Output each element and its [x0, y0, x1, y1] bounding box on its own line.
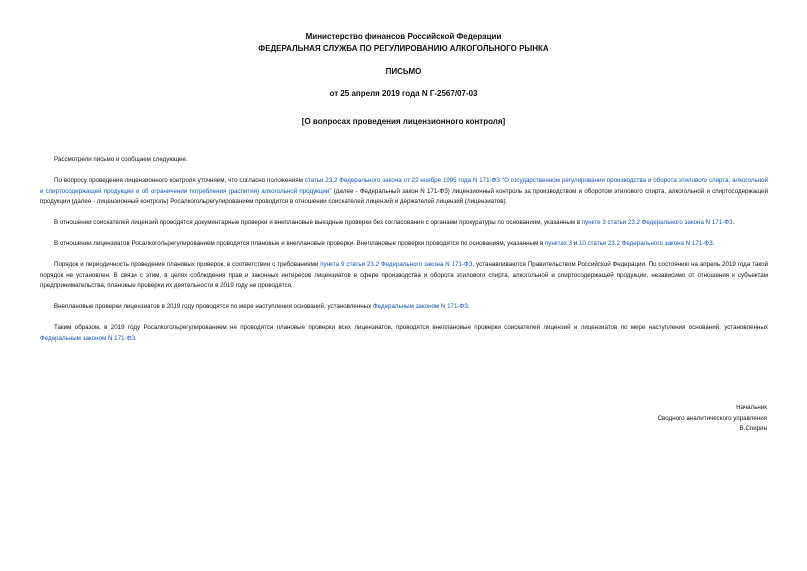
paragraph-planned-checks [40, 260, 768, 292]
document-type: ПИСЬМО [385, 67, 422, 76]
signatory-department: Сводного аналитического управления [657, 414, 767, 422]
paragraph-text: В отношении соискателей лицензий проводятся документарные проверки и внеплановые выездные проверки без согласования с органами прокуратуры по основаниям, указанным в [54, 219, 582, 226]
signature-block [658, 403, 767, 435]
paragraph-conclusion [40, 323, 768, 344]
document-date-number: от 25 апреля 2019 года N Г-2567/07-03 [329, 89, 478, 98]
law-link-p10-art-23-2[interactable]: 10 статьи 23.2 Федерального закона N 171-ФЗ [578, 240, 713, 247]
paragraph-text: . [732, 219, 735, 226]
paragraph-text: . [712, 240, 715, 247]
paragraph-text: Таким образом, в 2019 году Росалкогольрегулированием не проводятся плановые проверки всех лицензиатов, проводятся внеплановые проверки соискателей лицензий и лицензиатов по мере наступления оснований, установленных [54, 324, 768, 331]
law-link-p9-art-23-2[interactable]: пункта 9 статьи 23.2 Федерального закона N 171-ФЗ [320, 261, 473, 268]
service-name: ФЕДЕРАЛЬНАЯ СЛУЖБА ПО РЕГУЛИРОВАНИЮ АЛКОГОЛЬНОГО РЫНКА [258, 44, 549, 53]
paragraph-unplanned-checks [40, 302, 768, 313]
paragraph-text: . [134, 334, 137, 342]
law-link-171-fz[interactable]: Федеральным законом N 171-ФЗ [372, 303, 468, 310]
law-link-p3-art-23-2[interactable]: пункте 3 статьи 23.2 Федерального закона N 171-ФЗ [581, 219, 733, 226]
paragraph-text: В отношении лицензиатов Росалкогольрегулированием проводятся плановые и внеплановые проверки. Внеплановые проверки проводятся по основаниям, указанным в [54, 240, 545, 247]
signatory-name: В.Спирин [739, 425, 767, 432]
paragraph-license-control [40, 176, 768, 208]
paragraph-licensees [40, 239, 768, 250]
paragraph-text: Внеплановые проверки лицензиатов в 2019 году проводятся по мере наступления оснований, установленных [54, 303, 373, 310]
paragraph-intro: Рассмотрели письмо и сообщаем следующее. [54, 156, 188, 163]
paragraph-text: и [572, 240, 579, 247]
paragraph-text: , устанавливаются Правительством Российской Федерации. По состоянию на апрель 2019 года такой порядок не установлен. В связи с этим, в целях соблюдения прав и законных интересов лицензиатов в сфере производства и оборота этилового спирта, алкогольной и спиртосодержащей продукции, независимо от отношения к субъектам предпринимательства, плановые проверки их деятельности в 2019 году не проводятся. [40, 261, 769, 289]
document-subject: [О вопросах проведения лицензионного контроля] [301, 117, 506, 126]
paragraph-text: (далее - Федеральный закон N 171-ФЗ) лицензионный контроль за производством и оборотом этилового спирта, алкогольной и спиртосодержащей продукции (далее - лицензионный контроль) Росалкогольрегулированием проводится в отношении соискателей лицензий и держателей лицензий (лицензиатов). [40, 187, 768, 205]
paragraph-text: Порядок и периодичность проведения плановых проверок, в соответствии с требованиями [54, 261, 321, 268]
letter-body [40, 155, 768, 344]
signatory-title: Начальник [736, 404, 767, 411]
law-link-art-23-2[interactable]: статьи 23.2 Федерального закона от 22 ноября 1995 года N 171-ФЗ "О государственном регулировании производства и оборота этилового спирта, алкогольной и спиртосодержащей продукции и об ограничении потребления (распития) алкогольной продукции" [40, 177, 769, 195]
paragraph-applicants [40, 218, 768, 229]
law-link-171-fz-conclusion[interactable]: Федеральным законом N 171-ФЗ [40, 334, 135, 342]
ministry-name: Министерство финансов Российской Федерации [305, 32, 502, 41]
paragraph-text: . [467, 303, 470, 310]
law-link-p3[interactable]: пунктах 3 [544, 240, 573, 247]
paragraph-text: По вопросу проведения лицензионного контроля уточняем, что согласно положениям [54, 177, 305, 184]
